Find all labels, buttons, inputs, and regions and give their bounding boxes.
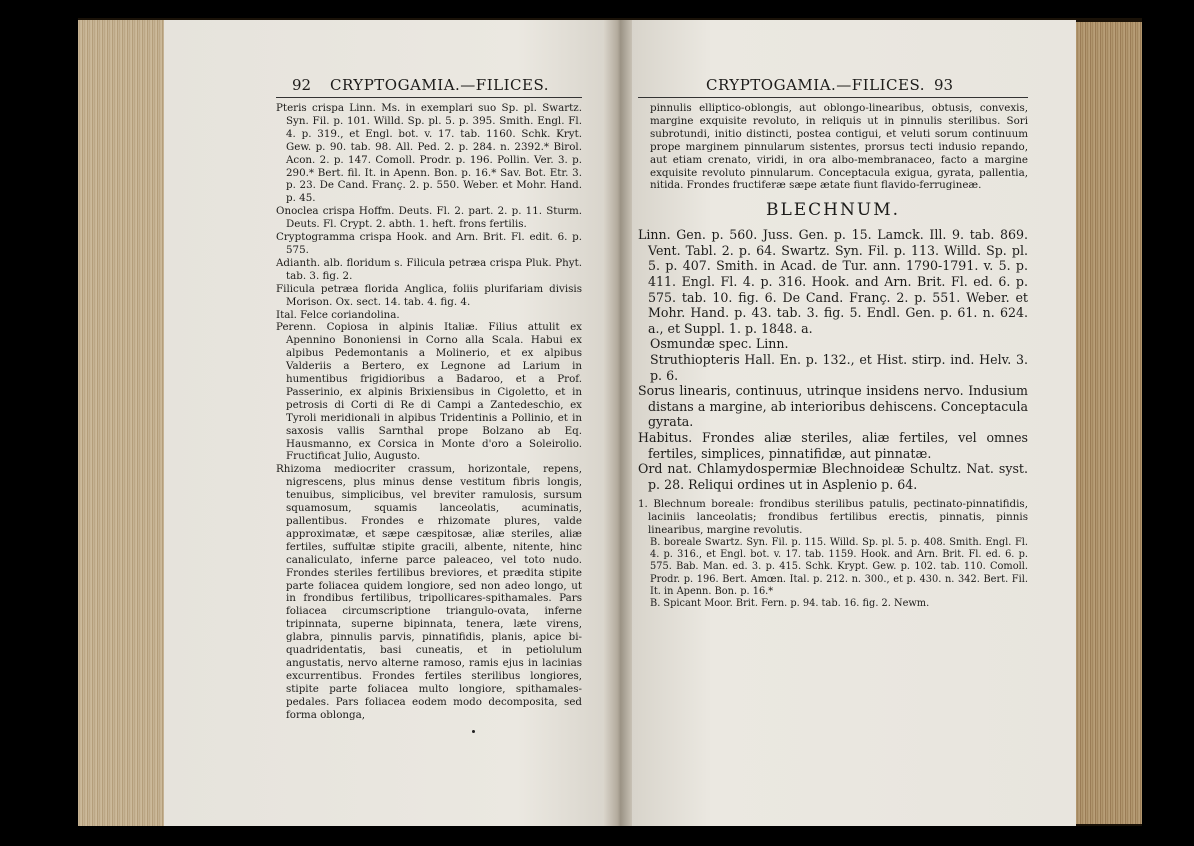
head-rule (276, 97, 582, 98)
head-rule (638, 97, 1028, 98)
synonymy-paragraph: Pteris crispa Linn. Ms. in exemplari suo Sp. pl. Swartz. Syn. Fil. p. 101. Willd. Sp. pl. 5. p. 395. Smith. Engl. Fl. 4. p. 319., et Engl. bot. v. 17. tab. 1160. Schk. Kryt. Gew. p. 90. tab. 98. All. Ped. 2. p. 284. n. 2392.* Birol. Acon. 2. p. 147. Comoll. Prodr. p. 196. Pollin. Ver. 3. p. 290.* Bert. fil. It. in Apenn. Bon. p. 16.* Sav. Bot. Etr. 3. p. 23. De Cand. Franç. 2. p. 550. Weber. et Mohr. Hand. p. 45. (276, 102, 582, 205)
page-edges-left (78, 20, 164, 826)
page-number: 93 (934, 76, 954, 94)
synonymy-paragraph: Filicula petræa florida Anglica, foliis plurifariam divisis Morison. Ox. sect. 14. tab. 4. fig. 4. (276, 282, 582, 308)
genus-citation: Linn. Gen. p. 560. Juss. Gen. p. 15. Lamck. Ill. 9. tab. 869. Vent. Tabl. 2. p. 64. Swartz. Syn. Fil. p. 113. Willd. Sp. pl. 5. p. 407. Smith. in Acad. de Tur. ann. 1790-1791. v. 5. p. 411. Engl. Fl. 4. p. 316. Hook. and Arn. Brit. Fl. ed. 6. p. 575. tab. 10. fig. 6. De Cand. Franç. 2. p. 551. Weber. et Mohr. Hand. p. 43. tab. 3. fig. 5. Endl. Gen. p. 61. n. 624. a., et Suppl. 1. p. 1848. a. (638, 227, 1028, 336)
page-number: 92 (292, 76, 312, 94)
continued-paragraph: pinnulis elliptico-oblongis, aut oblongo-linearibus, obtusis, convexis, margine exquisite revoluto, in reliquis ut in pinnulis sterilibus. Sori subrotundi, initio distincti, postea contigui, et veluti sorum continuum prope marginem pinnularum sistentes, prorsus tecti indusio repando, aut etiam crenato, viridi, in ora albo-membranaceo, facto a margine exquisite revoluto pinnularum. Conceptacula exigua, gyrata, pallentia, nitida. Frondes fructiferæ sæpe ætate fiunt flavido-ferrugineæ. (650, 102, 1028, 192)
genus-heading: BLECHNUM. (765, 200, 901, 221)
italian-name: Ital. Felce coriandolina. (276, 308, 400, 321)
synonymy-paragraph: Cryptogramma crispa Hook. and Arn. Brit. Fl. edit. 6. p. 575. (276, 231, 582, 256)
species-synonymy: B. Spicant Moor. Brit. Fern. p. 94. tab. 16. fig. 2. Newm. (650, 598, 930, 610)
page-edges-right (1076, 22, 1142, 824)
species-synonymy: B. boreale Swartz. Syn. Fil. p. 115. Willd. Sp. pl. 5. p. 408. Smith. Engl. Fl. 4. p. 316., et Engl. bot. v. 17. tab. 1159. Hook. and Arn. Brit. Fl. ed. 6. p. 575. Bab. Man. ed. 3. p. 415. Schk. Krypt. Gew. p. 102. tab. 110. Comoll. Prodr. p. 196. Bert. Amœn. Ital. p. 212. n. 300., et p. 430. n. 342. Bert. Fil. It. in Apenn. Bon. p. 16.* (650, 537, 1028, 597)
habitat-paragraph: Perenn. Copiosa in alpinis Italiæ. Filius attulit ex Apennino Bononiensi in Corno alla Scala. Habui ex alpibus Pedemontanis a Molinerio, et ex alpibus Valderiis a Bertero, ex Legnone ad Larium in humentibus frigidioribus a Badaroo, et a Prof. Passerinio, ex alpinis Brixiensibus in Cigoletto, et in petrosis di Corti di Re di Campi a Zantedeschio, ex Tyroli meridionali in alpibus Tridentinis a Pollinio, et in saxosis vallis Sarnthal prope Bolzano ab Eq. Hausmanno, ex Corsica in Monte d'oro a Soleirolio. Fructificat Julio, Augusto. (276, 321, 582, 463)
ornament-dot (472, 730, 475, 733)
synonymy-paragraph: Adianth. alb. floridum s. Filicula petræa crispa Pluk. Phyt. tab. 3. fig. 2. (276, 256, 582, 282)
genus-synonym: Struthiopteris Hall. En. p. 132., et Hist. stirp. ind. Helv. 3. p. 6. (650, 352, 1028, 383)
genus-synonym: Osmundæ spec. Linn. (650, 336, 789, 352)
right-text-column (638, 102, 1028, 610)
left-text-column (276, 102, 582, 722)
genus-character: Sorus linearis, continuus, utrinque insidens nervo. Indusium distans a margine, ab interioribus dehiscens. Conceptacula gyrata. (638, 383, 1028, 430)
left-page (164, 20, 606, 826)
synonymy-paragraph: Onoclea crispa Hoffm. Deuts. Fl. 2. part. 2. p. 11. Sturm. Deuts. Fl. Crypt. 2. abth. 1. heft. frons fertilis. (276, 205, 582, 231)
genus-habitus: Habitus. Frondes aliæ steriles, aliæ fertiles, vel omnes fertiles, simplices, pinnatifidæ, aut pinnatæ. (638, 429, 1028, 461)
description-paragraph: Rhizoma mediocriter crassum, horizontale, repens, nigrescens, plus minus dense vestitum fibris longis, tenuibus, simplicibus, vel breviter ramulosis, sursum squamosum, squamis lanceolatis, acuminatis, pallentibus. Frondes e rhizomate plures, valde approximatæ, et sæpe cæspitosæ, aliæ steriles, aliæ fertiles, suffultæ stipite gracili, albente, nitente, hinc canaliculato, inferne parce paleaceo, vel toto nudo. Frondes steriles fertilibus breviores, et prædita stipite parte foliacea quidem longiore, sed non adeo longo, ut in frondibus fertilibus, tripollicares-spithamales. Pars foliacea circumscriptione triangulo-ovata, inferne tripinnata, superne bipinnata, tenera, læte virens, glabra, pinnulis parvis, pinnatifidis, planis, apice bi-quadridentatis, basi cuneatis, et in petiolulum angustatis, nervo alterne ramoso, ramis ejus in lacinias excurrentibus. Frondes fertiles sterilibus longiores, stipite parte foliacea multo longiore, spithamales-pedales. Pars foliacea eodem modo decomposita, sed forma oblonga, (276, 463, 582, 721)
right-page (632, 20, 1076, 826)
genus-order: Ord nat. Chlamydospermiæ Blechnoideæ Schultz. Nat. syst. p. 28. Reliqui ordines ut in Asplenio p. 64. (638, 461, 1028, 492)
running-head: CRYPTOGAMIA.—FILICES. (706, 76, 925, 94)
book-gutter (604, 20, 634, 826)
species-diagnosis: 1. Blechnum boreale: frondibus sterilibus patulis, pectinato-pinnatifidis, laciniis lanceolatis; frondibus fertilibus erectis, pinnatis, pinnis linearibus, margine revolutis. (638, 498, 1028, 537)
running-head: CRYPTOGAMIA.—FILICES. (330, 76, 549, 94)
